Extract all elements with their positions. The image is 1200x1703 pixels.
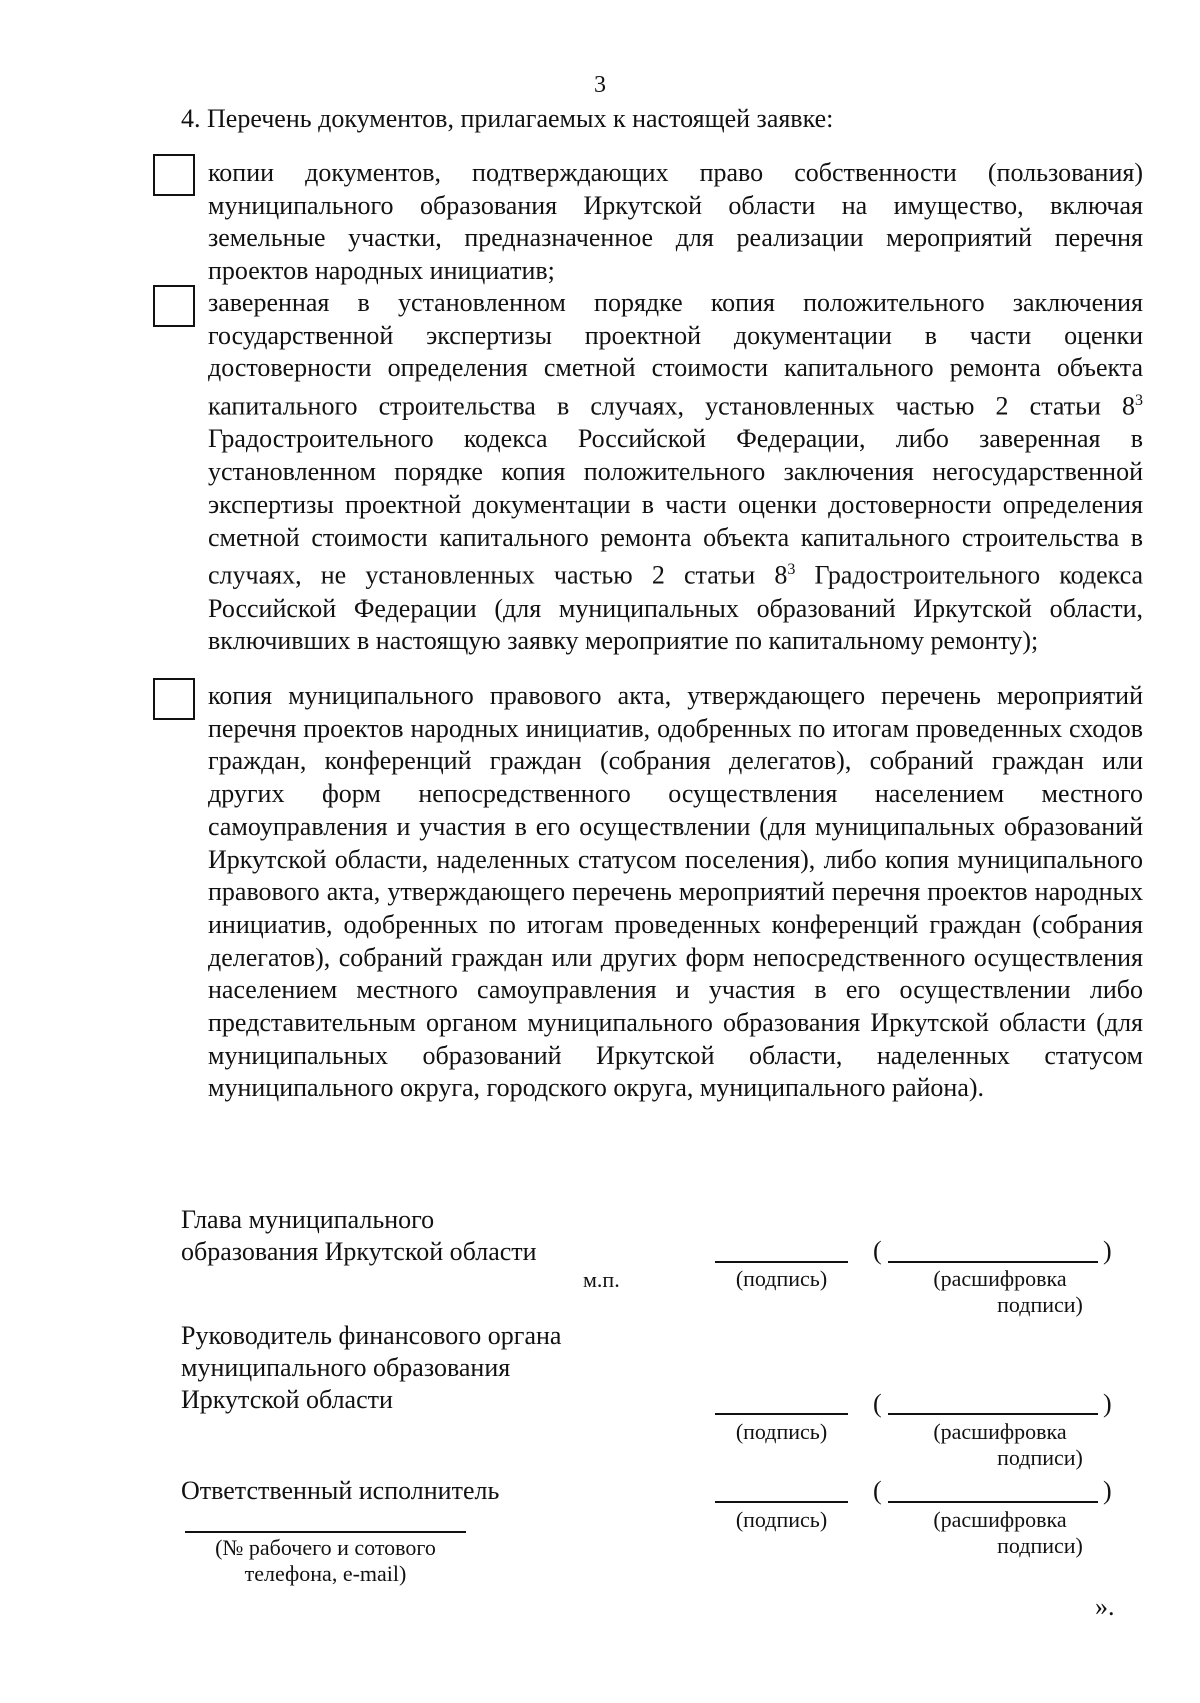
finance-paren-open: ( <box>873 1389 882 1418</box>
executor-title-line1: Ответственный исполнитель <box>181 1476 500 1505</box>
head-title-line1: Глава муниципального <box>181 1205 435 1234</box>
finance-decode-line[interactable] <box>888 1413 1098 1415</box>
section-title: 4. Перечень документов, прилагаемых к настоящей заявке: <box>181 104 834 133</box>
document-checkbox-1[interactable] <box>153 154 195 196</box>
document-item-2-text-part1: заверенная в установленном порядке копия положительного заключения государственной экспертизы проектной документации в части оценки достоверности определения сметной стоимости капитального ремонта объекта капитального строительства в случаях, установленных частью 2 статьи 8 <box>208 288 1143 421</box>
finance-signature-title <box>181 1320 561 1416</box>
finance-signature-line[interactable] <box>715 1413 848 1415</box>
head-signature-caption: (подпись) <box>735 1266 828 1291</box>
finance-signature-caption: (подпись) <box>735 1419 828 1444</box>
head-decode-caption <box>900 1266 1100 1318</box>
executor-signature-caption: (подпись) <box>735 1507 828 1532</box>
finance-decode-caption-line1: (расшифровка <box>933 1419 1067 1444</box>
article-superscript-1: 3 <box>1135 392 1143 410</box>
executor-paren-open: ( <box>873 1476 882 1505</box>
executor-signature-line[interactable] <box>715 1501 848 1503</box>
executor-phone-caption-line1: (№ рабочего и сотового <box>215 1535 436 1560</box>
document-item-1-text: копии документов, подтверждающих право собственности (пользования) муниципального образования Иркутской области на имущество, включая земельные участки, предназначенное для реализации мероприятий перечня проектов народных инициатив; <box>208 158 1143 286</box>
head-decode-line[interactable] <box>888 1261 1098 1263</box>
head-decode-caption-line1: (расшифровка <box>933 1266 1067 1291</box>
closing-quote-mark: ». <box>1095 1592 1115 1621</box>
head-signature-line[interactable] <box>715 1261 848 1263</box>
finance-title-line3: Иркутской области <box>181 1385 393 1414</box>
document-item-2-text-part2: Градостроительного кодекса Российской Федерации, либо заверенная в установленном порядке копия положительного заключения негосударственной экспертизы проектной документации в части оценки достоверности определения сметной стоимости капитального ремонта объекта капитального строительства в случаях, не установленных частью 2 статьи 8 <box>208 424 1143 590</box>
stamp-place-label: м.п. <box>583 1267 620 1292</box>
document-checkbox-3[interactable] <box>153 678 195 720</box>
head-decode-caption-line2: подписи) <box>997 1292 1083 1317</box>
executor-decode-caption-line2: подписи) <box>997 1533 1083 1558</box>
executor-paren-close: ) <box>1103 1476 1112 1505</box>
executor-phone-caption <box>185 1535 466 1587</box>
document-item-2 <box>208 287 1143 658</box>
head-title-line2: образования Иркутской области <box>181 1237 537 1266</box>
head-paren-open: ( <box>873 1236 882 1265</box>
head-paren-close: ) <box>1103 1236 1112 1265</box>
document-checkbox-2[interactable] <box>153 285 195 327</box>
executor-decode-line[interactable] <box>888 1501 1098 1503</box>
executor-phone-line[interactable] <box>185 1531 466 1533</box>
finance-title-line2: муниципального образования <box>181 1353 511 1382</box>
finance-paren-close: ) <box>1103 1389 1112 1418</box>
document-item-2-text <box>208 287 1143 658</box>
executor-phone-caption-line2: телефона, e-mail) <box>244 1561 407 1586</box>
page-number: 3 <box>594 72 606 98</box>
head-signature-title <box>181 1204 537 1268</box>
article-superscript-2: 3 <box>787 561 796 579</box>
executor-decode-caption <box>900 1507 1100 1559</box>
finance-decode-caption <box>900 1419 1100 1471</box>
document-item-1 <box>208 157 1143 288</box>
executor-decode-caption-line1: (расшифровка <box>933 1507 1067 1532</box>
executor-signature-title <box>181 1475 499 1507</box>
finance-title-line1: Руководитель финансового органа <box>181 1321 562 1350</box>
document-item-3-text: копия муниципального правового акта, утверждающего перечень мероприятий перечня проектов народных инициатив, одобренных по итогам проведенных сходов граждан, конференций граждан (собрания делегатов), собраний граждан или других форм непосредственного осуществления населением местного самоуправления и участия в его осуществлении (для муниципальных образований Иркутской области, наделенных статусом поселения), либо копия муниципального правового акта, утверждающего перечень мероприятий перечня проектов народных инициатив, одобренных по итогам проведенных конференций граждан (собрания делегатов), собраний граждан или других форм непосредственного осуществления населением местного самоуправления и участия в его осуществлении либо представительным органом муниципального образования Иркутской области (для муниципальных образований Иркутской области, наделенных статусом муниципального округа, городского округа, муниципального района). <box>208 681 1143 1103</box>
finance-decode-caption-line2: подписи) <box>997 1445 1083 1470</box>
document-item-3 <box>208 680 1143 1105</box>
document-item-2-text-part3: Градостроительного кодекса Российской Федерации (для муниципальных образований Иркутской области, включивших в настоящую заявку мероприятие по капитальному ремонту); <box>208 560 1143 656</box>
